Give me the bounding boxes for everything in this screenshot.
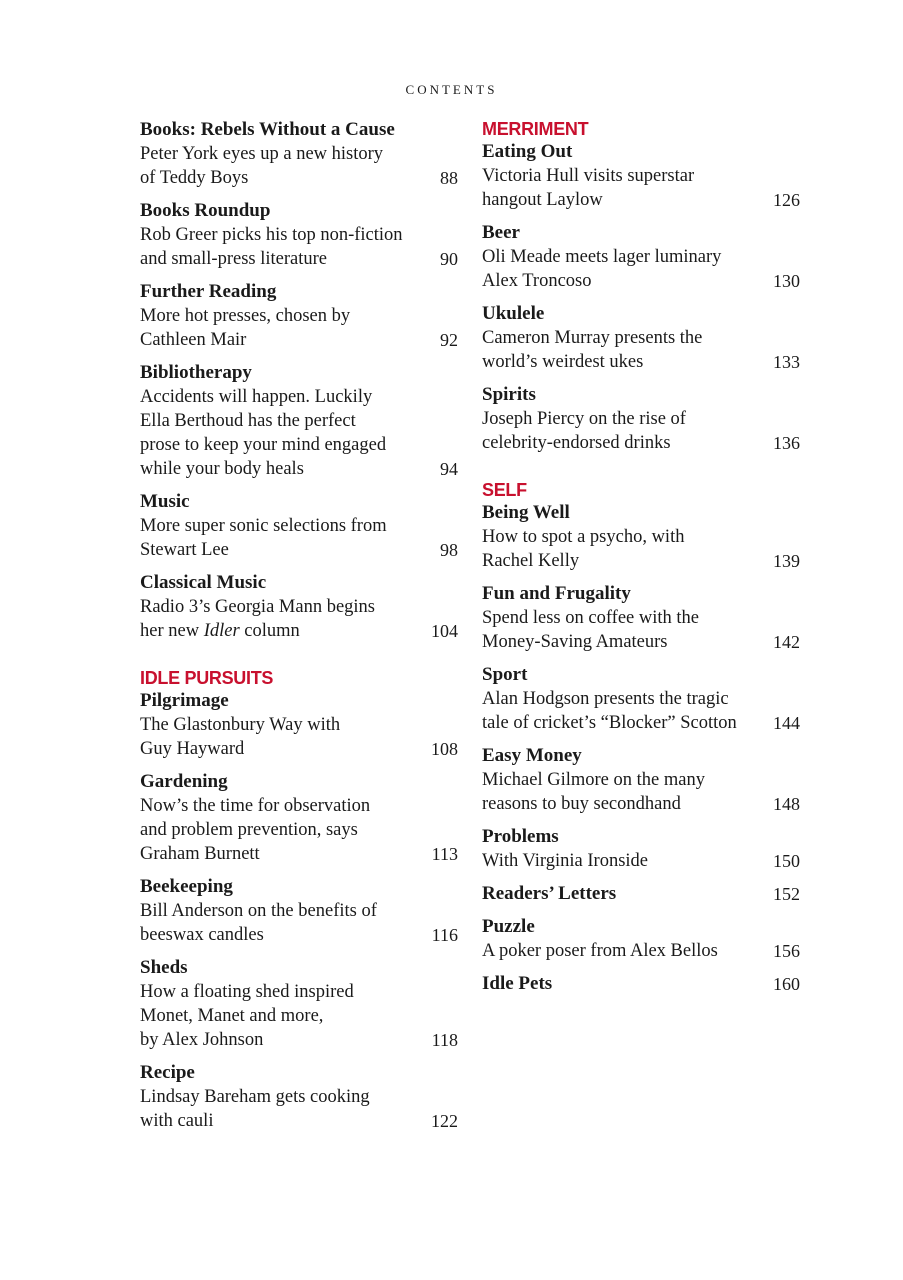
page-number: 150 — [773, 851, 800, 871]
entry-title: Recipe — [140, 1062, 195, 1083]
entry-title: Ukulele — [482, 303, 545, 324]
toc-entry[interactable] — [140, 875, 458, 947]
toc-entry[interactable] — [140, 490, 458, 562]
page-number: 133 — [773, 352, 800, 372]
page-number: 130 — [773, 271, 800, 291]
toc-entry[interactable] — [482, 221, 800, 293]
entry-description: Joseph Piercy on the rise of celebrity-endorsed drinks — [482, 409, 686, 453]
toc-entry[interactable] — [140, 956, 458, 1052]
page-number: 108 — [431, 739, 458, 759]
entry-description: Now’s the time for observation and problem prevention, says Graham Burnett — [140, 796, 371, 864]
entry-description: With Virginia Ironside — [482, 851, 648, 871]
entry-title: Spirits — [482, 384, 536, 405]
entry-description: Rob Greer picks his top non-fiction and small-press literature — [140, 225, 403, 269]
entry-description-text: column — [239, 621, 300, 641]
entry-title: Books: Rebels Without a Cause — [140, 119, 395, 140]
page-number: 113 — [431, 844, 458, 864]
toc-entry[interactable] — [482, 744, 800, 816]
toc-entry[interactable] — [482, 383, 800, 455]
entry-description: Bill Anderson on the benefits of beeswax candles — [140, 901, 377, 945]
entry-title: Books Roundup — [140, 200, 271, 221]
page-number: 139 — [773, 551, 800, 571]
right-column — [482, 118, 800, 1005]
entry-title: Fun and Frugality — [482, 583, 631, 604]
entry-title: Idle Pets — [482, 973, 553, 994]
entry-title: Beer — [482, 222, 520, 243]
entry-description-text: Radio 3’s Georgia Mann begins her new — [140, 597, 375, 641]
entry-title: Eating Out — [482, 141, 573, 162]
entry-title: Beekeeping — [140, 876, 233, 897]
page-number: 148 — [773, 794, 800, 814]
toc-entry[interactable] — [140, 199, 458, 271]
page-number: 98 — [440, 540, 458, 560]
entry-description: Michael Gilmore on the many reasons to buy secondhand — [482, 770, 705, 814]
entry-title: Classical Music — [140, 572, 267, 593]
entry-title: Sport — [482, 664, 528, 685]
section-heading-idle-pursuits: IDLE PURSUITS — [140, 668, 274, 688]
entry-description: More super sonic selections from Stewart Lee — [140, 516, 387, 560]
page-number: 142 — [773, 632, 800, 652]
page-number: 90 — [440, 249, 458, 269]
entry-description: The Glastonbury Way with Guy Hayward — [140, 715, 341, 759]
entry-title: Gardening — [140, 771, 228, 792]
entry-title: Further Reading — [140, 281, 277, 302]
section-heading-self: SELF — [482, 480, 527, 500]
left-column — [140, 118, 458, 1142]
toc-entry[interactable] — [140, 361, 458, 481]
toc-entry[interactable] — [482, 582, 800, 654]
toc-entry[interactable] — [482, 882, 800, 906]
toc-entry[interactable] — [140, 118, 458, 190]
toc-entry[interactable] — [140, 571, 458, 643]
page-number: 94 — [440, 459, 458, 479]
entry-description: Spend less on coffee with the Money-Saving Amateurs — [482, 608, 699, 652]
entry-description: How to spot a psycho, with Rachel Kelly — [482, 527, 685, 571]
section-heading-merriment: MERRIMENT — [482, 119, 589, 139]
entry-title: Problems — [482, 826, 559, 847]
page-title: CONTENTS — [405, 82, 498, 97]
entry-title: Puzzle — [482, 916, 535, 937]
toc-entry[interactable] — [482, 663, 800, 735]
entry-description: A poker poser from Alex Bellos — [482, 941, 718, 961]
entry-title: Sheds — [140, 957, 188, 978]
page-number: 116 — [431, 925, 458, 945]
entry-description: Alan Hodgson presents the tragic tale of cricket’s “Blocker” Scotton — [482, 689, 737, 733]
entry-description: Victoria Hull visits superstar hangout Laylow — [482, 166, 695, 210]
entry-description: Oli Meade meets lager luminary Alex Troncoso — [482, 247, 722, 291]
page-number: 152 — [773, 884, 800, 904]
entry-description: Cameron Murray presents the world’s weirdest ukes — [482, 328, 703, 372]
toc-entry[interactable] — [482, 825, 800, 873]
page-number: 156 — [773, 941, 800, 961]
entry-description-italic: Idler — [203, 621, 240, 641]
entry-description — [140, 595, 458, 643]
page-number: 122 — [431, 1111, 458, 1131]
toc-entry[interactable] — [140, 1061, 458, 1133]
page-number: 136 — [773, 433, 800, 453]
entry-title: Readers’ Letters — [482, 883, 617, 904]
entry-title: Bibliotherapy — [140, 362, 252, 383]
toc-entry[interactable] — [482, 302, 800, 374]
entry-title: Easy Money — [482, 745, 582, 766]
toc-entry[interactable] — [482, 501, 800, 573]
page-number: 104 — [431, 621, 458, 641]
page-number: 160 — [773, 974, 800, 994]
page-number: 88 — [440, 168, 458, 188]
toc-entry[interactable] — [482, 972, 800, 996]
toc-entry[interactable] — [140, 689, 458, 761]
entry-description: More hot presses, chosen by Cathleen Mair — [140, 306, 351, 350]
entry-title: Pilgrimage — [140, 690, 229, 711]
toc-entry[interactable] — [482, 140, 800, 212]
page-number: 118 — [431, 1030, 458, 1050]
entry-title: Being Well — [482, 502, 570, 523]
entry-description: How a floating shed inspired Monet, Manet and more, by Alex Johnson — [140, 982, 354, 1050]
page-number: 144 — [773, 713, 800, 733]
entry-description: Accidents will happen. Luckily Ella Berthoud has the perfect prose to keep your mind engaged while your body heals — [140, 387, 387, 479]
entry-description: Peter York eyes up a new history of Teddy Boys — [140, 144, 384, 188]
toc-entry[interactable] — [140, 280, 458, 352]
entry-title: Music — [140, 491, 190, 512]
entry-description: Lindsay Bareham gets cooking with cauli — [140, 1087, 370, 1131]
page-number: 126 — [773, 190, 800, 210]
toc-entry[interactable] — [140, 770, 458, 866]
toc-entry[interactable] — [482, 915, 800, 963]
page-number: 92 — [440, 330, 458, 350]
